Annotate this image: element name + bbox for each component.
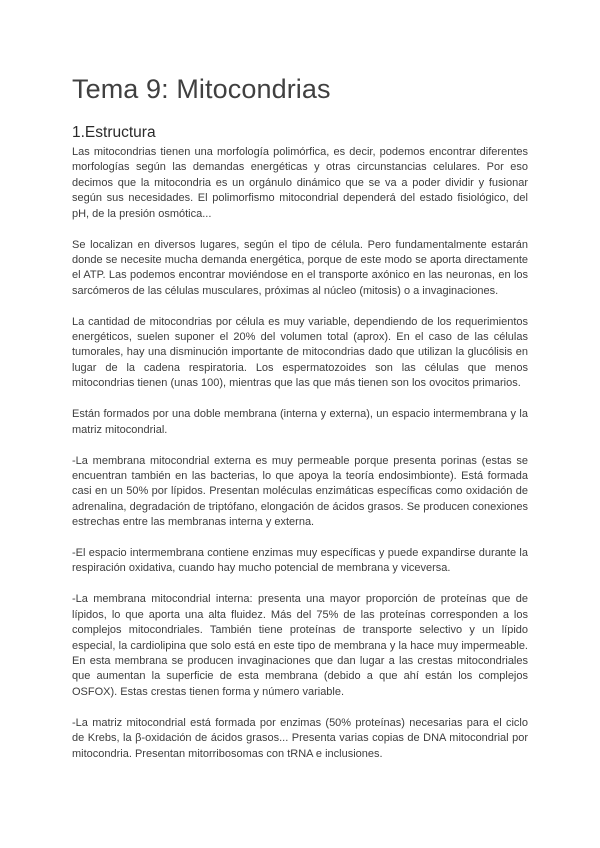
paragraph-morphology: Las mitocondrias tienen una morfología polimórfica, es decir, podemos encontrar diferentes morfologías según las demandas energéticas y otras circunstancias celulares. Por eso decimos que la mitocondria es un orgánulo dinámico que se va a poder dividir y fusionar según sus necesidades. El polimorfismo mitocondrial dependerá del estado fisiológico, del pH, de la presión osmótica... (72, 146, 528, 220)
paragraph-intermembrane-space: -El espacio intermembrana contiene enzimas muy específicas y puede expandirse durante la respiración oxidativa, cuando hay mucho potencial de membrana y viceversa. (72, 547, 528, 575)
paragraph-inner-membrane: -La membrana mitocondrial interna: presenta una mayor proporción de proteínas que de lípidos, lo que aporta una alta fluidez. Más del 75% de las proteínas corresponden a los complejos mitocondriales. También tiene proteínas de transporte selectivo y un lípido especial, la cardiolipina que solo está en este tipo de membrana y la hace muy impermeable. En esta membrana se producen invaginaciones que dan lugar a las crestas mitocondriales que aumentan la superficie de esta membrana (debido a que ahí están los complejos OSFOX). Estas crestas tienen forma y número variable. (72, 593, 528, 698)
paragraph-matrix: -La matriz mitocondrial está formada por enzimas (50% proteínas) necesarias para el ciclo de Krebs, la β-oxidación de ácidos grasos... Presenta varias copias de DNA mitocondrial por mitocondria. Presentan mitorribosomas con tRNA e inclusiones. (72, 716, 528, 760)
paragraph-location: Se localizan en diversos lugares, según el tipo de célula. Pero fundamentalmente estarán donde se necesite mucha demanda energética, porque de este modo se aporta directamente el ATP. Las podemos encontrar moviéndose en el transporte axónico en las neuronas, en los sarcómeros de las células musculares, próximas al núcleo (mitosis) o a invaginaciones. (72, 238, 528, 297)
paragraph-outer-membrane: -La membrana mitocondrial externa es muy permeable porque presenta porinas (estas se encuentran también en las bacterias, lo que apoya la teoría endosimbionte). Está formada casi en un 50% por lípidos. Presentan moléculas enzimáticas específicas como oxidación de adrenalina, degradación de triptófano, elongación de ácidos grasos. Se producen conexiones estrechas entre las membranas interna y externa. (72, 454, 528, 529)
paragraph-structure: Están formados por una doble membrana (interna y externa), un espacio intermembrana y la matriz mitocondrial. (72, 408, 528, 436)
page-title: Tema 9: Mitocondrias (72, 74, 331, 104)
document-page (72, 72, 528, 777)
paragraph-quantity: La cantidad de mitocondrias por célula es muy variable, dependiendo de los requerimientos energéticos, suelen suponer el 20% del volumen total (aprox). En el caso de las células tumorales, hay una disminución importante de mitocondrias dado que utilizan la glucólisis en lugar de la cadena respiratoria. Los espermatozoides son las células que menos mitocondrias tienen (unas 100), mientras que las que más tienen son los ovocitos primarios. (72, 315, 528, 390)
section-heading: 1.Estructura (72, 124, 156, 141)
